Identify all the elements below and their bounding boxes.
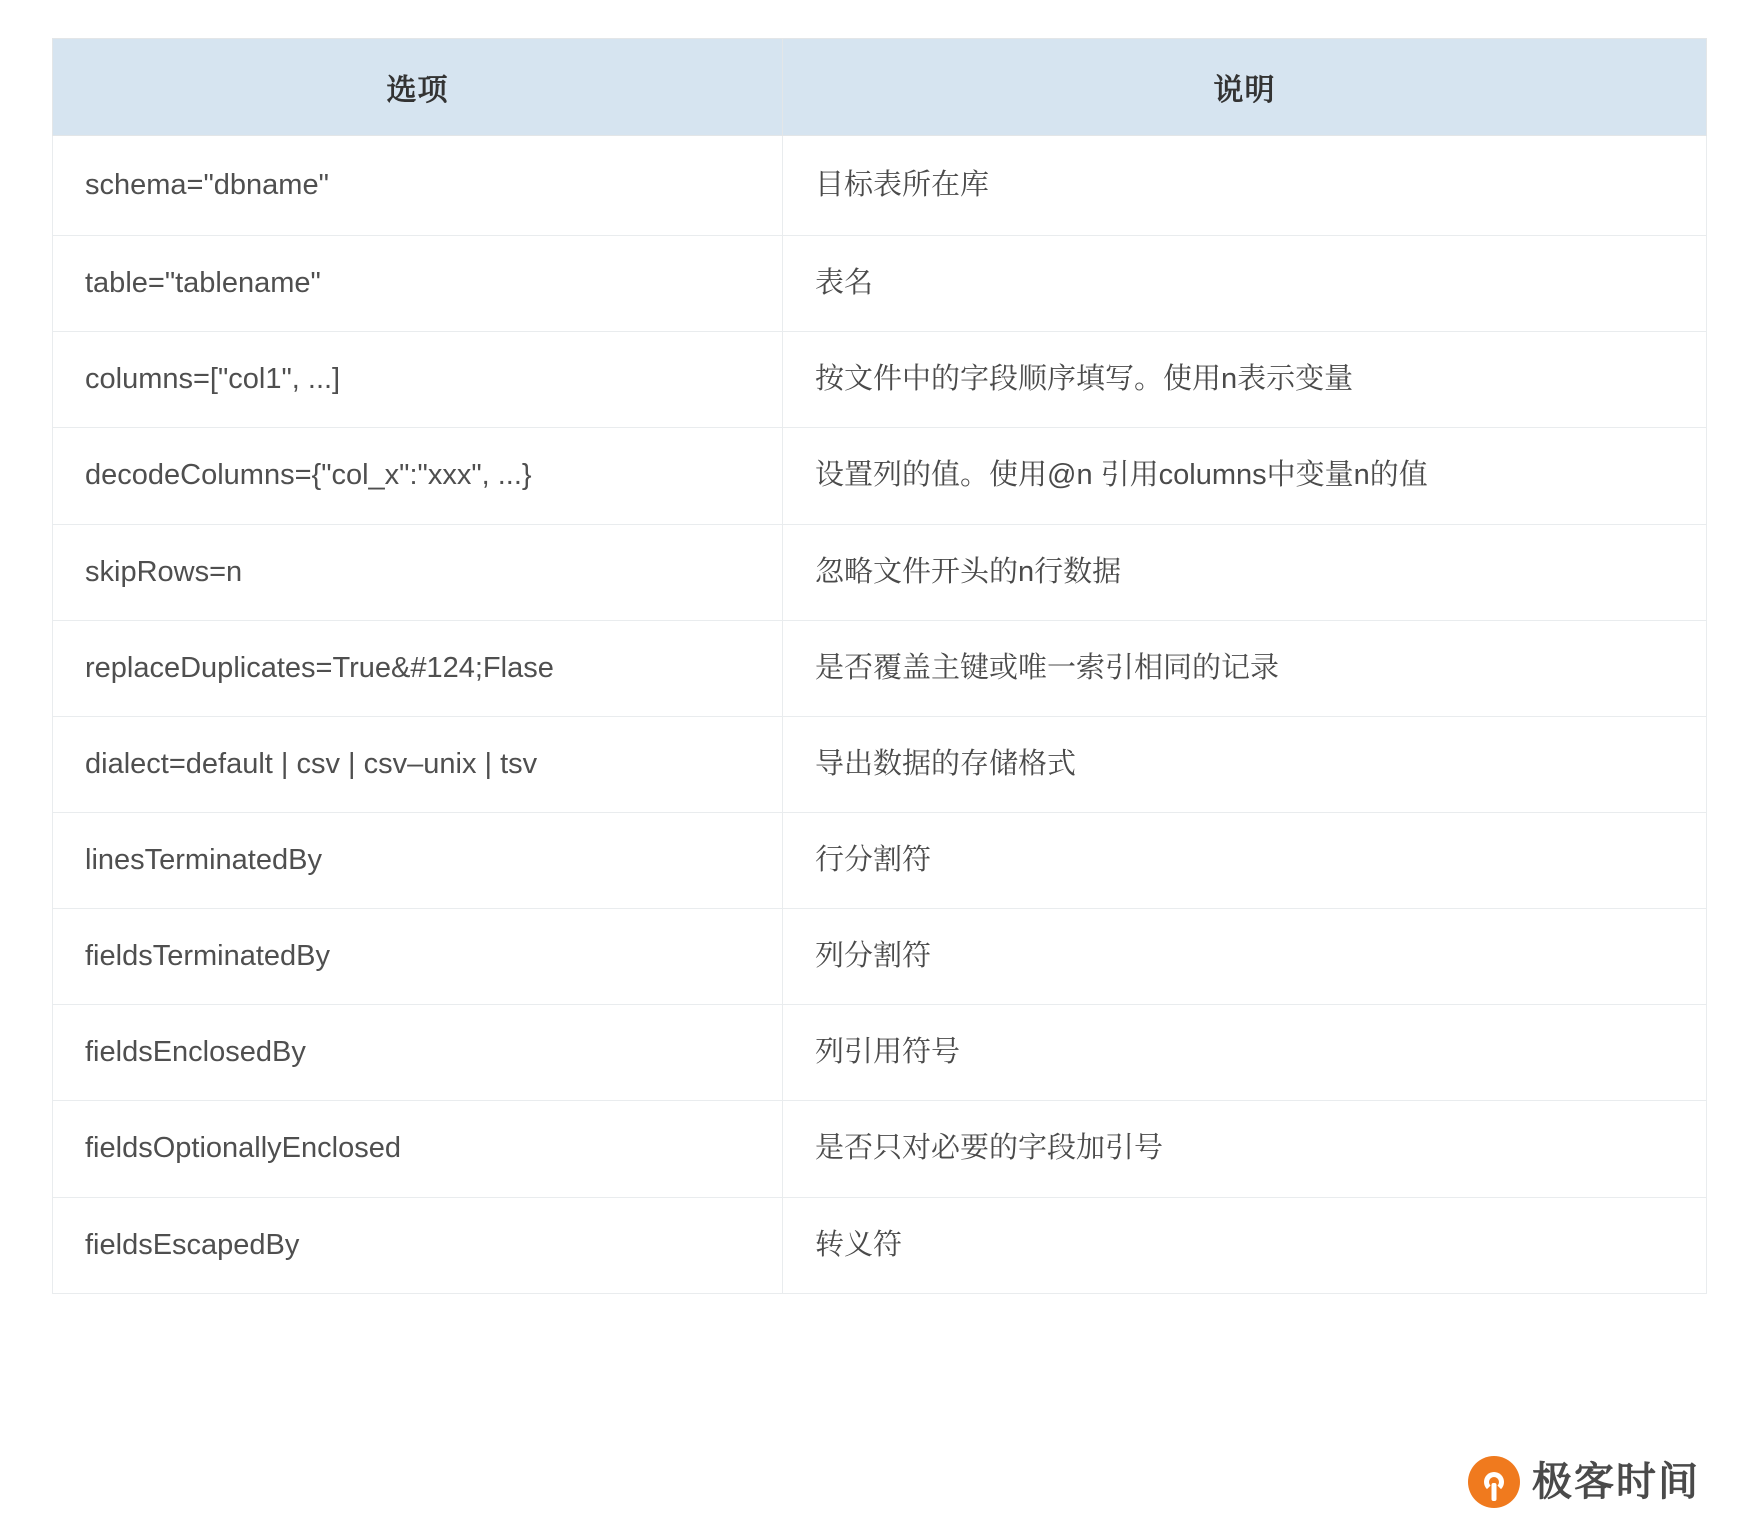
cell-description: 列分割符 <box>783 909 1707 1005</box>
brand-watermark <box>1468 1456 1700 1508</box>
cell-option: fieldsOptionallyEnclosed <box>53 1101 783 1197</box>
table-row <box>53 1005 1707 1101</box>
cell-description: 转义符 <box>783 1197 1707 1293</box>
cell-option: decodeColumns={"col_x":"xxx", ...} <box>53 428 783 524</box>
table-row <box>53 909 1707 1005</box>
table-row <box>53 236 1707 332</box>
table-row <box>53 812 1707 908</box>
table-row <box>53 716 1707 812</box>
column-header-description: 说明 <box>783 39 1707 136</box>
cell-description: 是否覆盖主键或唯一索引相同的记录 <box>783 620 1707 716</box>
table-row <box>53 1101 1707 1197</box>
cell-description: 列引用符号 <box>783 1005 1707 1101</box>
table-row <box>53 332 1707 428</box>
cell-description: 按文件中的字段顺序填写。使用n表示变量 <box>783 332 1707 428</box>
cell-option: schema="dbname" <box>53 136 783 236</box>
cell-option: fieldsTerminatedBy <box>53 909 783 1005</box>
table-row <box>53 524 1707 620</box>
cell-option: dialect=default | csv | csv–unix | tsv <box>53 716 783 812</box>
table-row <box>53 1197 1707 1293</box>
cell-option: columns=["col1", ...] <box>53 332 783 428</box>
cell-description: 行分割符 <box>783 812 1707 908</box>
table-row <box>53 620 1707 716</box>
options-table <box>52 38 1707 1294</box>
table-row <box>53 136 1707 236</box>
cell-description: 设置列的值。使用@n 引用columns中变量n的值 <box>783 428 1707 524</box>
cell-description: 表名 <box>783 236 1707 332</box>
table-body <box>53 136 1707 1294</box>
cell-option: fieldsEscapedBy <box>53 1197 783 1293</box>
table-header-row <box>53 39 1707 136</box>
cell-option: skipRows=n <box>53 524 783 620</box>
cell-option: linesTerminatedBy <box>53 812 783 908</box>
cell-description: 目标表所在库 <box>783 136 1707 236</box>
cell-description: 是否只对必要的字段加引号 <box>783 1101 1707 1197</box>
cell-description: 导出数据的存储格式 <box>783 716 1707 812</box>
cell-description: 忽略文件开头的n行数据 <box>783 524 1707 620</box>
table-header <box>53 39 1707 136</box>
table-row <box>53 428 1707 524</box>
brand-name: 极客时间 <box>1532 1460 1700 1504</box>
geek-time-logo-icon <box>1468 1456 1520 1508</box>
cell-option: fieldsEnclosedBy <box>53 1005 783 1101</box>
cell-option: replaceDuplicates=True&#124;Flase <box>53 620 783 716</box>
column-header-option: 选项 <box>53 39 783 136</box>
cell-option: table="tablename" <box>53 236 783 332</box>
